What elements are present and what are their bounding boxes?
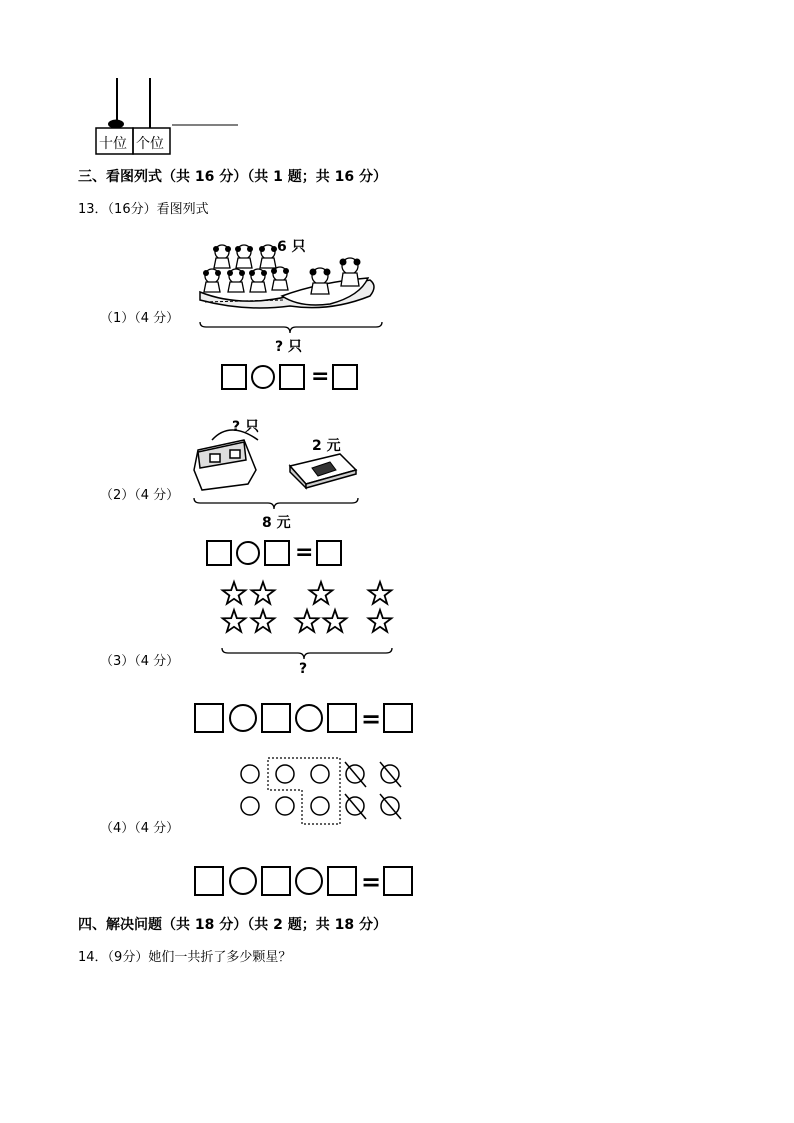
part2-label: （2）（4 分）: [100, 488, 180, 503]
part1-top-label: 6 只: [277, 239, 306, 255]
circle-icon: [241, 765, 399, 815]
answer-box[interactable]: [327, 866, 357, 896]
part1-label: （1）（4 分）: [100, 311, 180, 326]
answer-box[interactable]: [383, 866, 413, 896]
equals-sign: =: [295, 540, 314, 565]
tens-label: 十位: [99, 136, 127, 152]
q14-title: 14．（9分）她们一共折了多少颗星？: [78, 950, 292, 965]
section3-heading: 三、看图列式（共 16 分）（共 1 题；共 16 分）: [78, 169, 387, 185]
answer-box[interactable]: [261, 866, 291, 896]
operator-circle[interactable]: [295, 867, 323, 895]
operator-circle[interactable]: [229, 867, 257, 895]
part1-bottom-label: ? 只: [275, 339, 302, 355]
equals-sign: =: [361, 868, 382, 896]
part3-label: （3）（4 分）: [100, 654, 180, 669]
part3-bottom-label: ?: [299, 661, 308, 677]
equals-sign: =: [311, 364, 330, 389]
part2-item1-label: ? 只: [232, 419, 259, 435]
part4-label: （4）（4 分）: [100, 821, 180, 836]
equals-sign: =: [361, 705, 382, 733]
q13-title: 13．（16分）看图列式: [78, 202, 209, 217]
part2-bottom-label: 8 元: [262, 515, 291, 531]
ones-label: 个位: [136, 136, 164, 152]
answer-box[interactable]: [194, 866, 224, 896]
section4-heading: 四、解决问题（共 18 分）（共 2 题；共 18 分）: [78, 917, 387, 933]
part2-item2-label: 2 元: [312, 438, 341, 454]
